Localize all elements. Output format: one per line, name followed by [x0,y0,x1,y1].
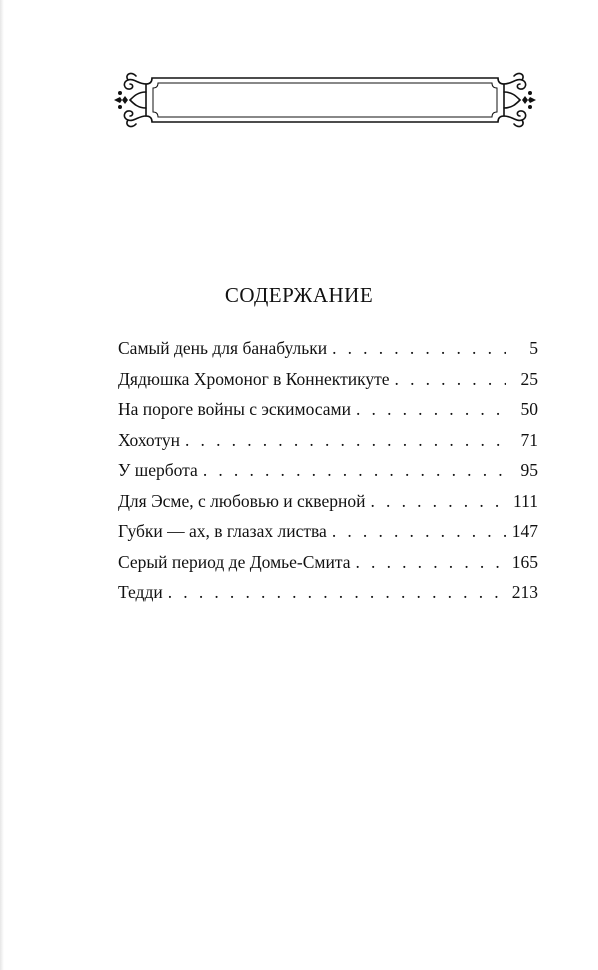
dot-leader [356,394,506,424]
dot-leader [168,577,506,607]
toc-entry-page: 50 [520,399,538,419]
toc-entry[interactable] [118,364,538,395]
toc-entry-page: 147 [511,521,538,541]
toc-entry[interactable] [118,547,538,578]
table-of-contents [118,333,538,608]
toc-entry-title: Для Эсме, с любовью и скверной [118,490,366,511]
toc-entry-title: Тедди [118,582,163,602]
toc-entry-title: Хохотун [118,429,180,450]
ornamental-frame-icon [112,70,538,130]
dot-leader [355,547,506,577]
page-title: СОДЕРЖАНИЕ [224,283,374,307]
toc-entry[interactable] [118,577,538,608]
toc-entry-page: 165 [511,551,538,572]
toc-entry[interactable] [118,425,538,456]
dot-leader [395,364,506,394]
toc-entry[interactable] [118,486,538,517]
toc-entry-page: 5 [529,338,538,358]
toc-entry-title: Серый период де Домье-Смита [118,551,351,572]
toc-entry-page: 111 [513,490,538,511]
toc-entry-title: Дядюшка Хромоног в Коннектикуте [118,368,390,389]
toc-entry-title: Самый день для банабульки [118,338,328,358]
dot-leader [332,516,506,546]
page-edge [0,0,4,970]
toc-entry[interactable] [118,516,538,547]
toc-entry-page: 71 [520,429,538,450]
dot-leader [203,455,506,485]
toc-entry-page: 213 [511,582,538,602]
toc-entry-page: 25 [520,368,538,389]
toc-entry-title: На пороге войны с эскимосами [118,399,351,419]
toc-entry-page: 95 [520,460,538,480]
dot-leader [370,486,506,516]
toc-entry-title: Губки — ах, в глазах листва [118,521,327,541]
dot-leader [332,333,506,363]
toc-entry[interactable] [118,394,538,425]
toc-entry[interactable] [118,455,538,486]
toc-entry-title: У шербота [118,460,198,480]
dot-leader [185,425,506,455]
toc-entry[interactable] [118,333,538,364]
